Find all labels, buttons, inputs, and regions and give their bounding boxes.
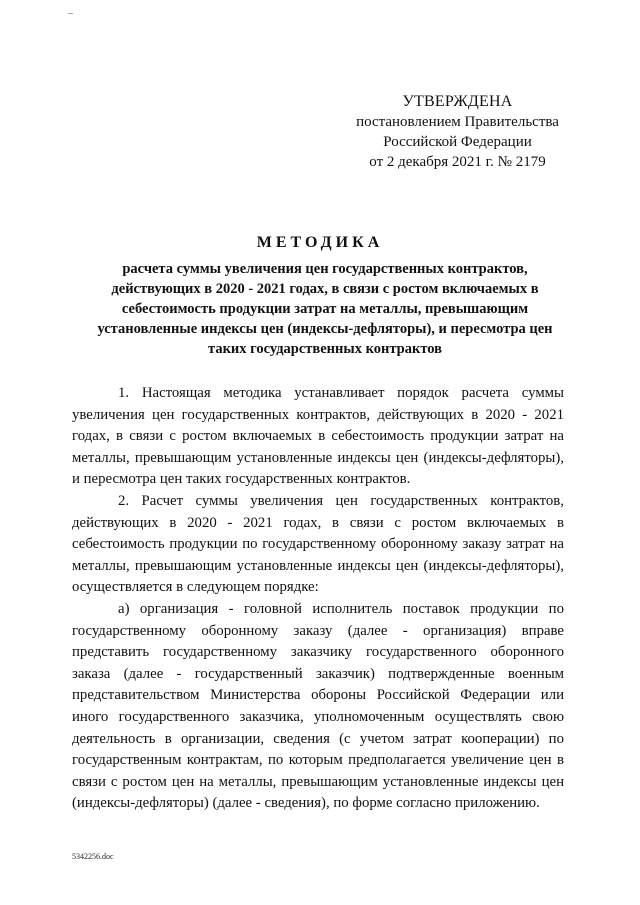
approval-line-1: постановлением Правительства	[356, 114, 559, 130]
paragraph-1: 1. Настоящая методика устанавливает порядок расчета суммы увеличения цен государственных контрактов, действующих в 2020 - 2021 годах, в связи с ростом включаемых в себестоимость продукции затрат на металлы, превышающим установленные индексы цен (индексы-дефляторы), и пересмотра цен таких государственных контрактов.	[72, 385, 564, 488]
approval-heading: УТВЕРЖДЕНА	[402, 93, 513, 110]
document-body	[72, 383, 564, 815]
approval-line-2: Российской Федерации	[383, 134, 532, 150]
approval-block	[340, 92, 575, 172]
approval-line-3: от 2 декабря 2021 г. № 2179	[369, 154, 546, 170]
page-mark: –	[68, 8, 73, 19]
document-title: МЕТОДИКА	[256, 234, 384, 251]
document-subtitle: расчета суммы увеличения цен государственных контрактов, действующих в 2020 - 2021 годах, в связи с ростом включаемых в себестоимость продукции затрат на металлы, превышающим установленные индексы цен (индексы-дефляторы), и пересмотра цен таких государственных контрактов	[97, 261, 553, 357]
paragraph-2a: а) организация - головной исполнитель поставок продукции по государственному оборонному заказу (далее - организация) вправе представить государственному заказчику государственного оборонного заказа (далее - государственный заказчик) подтвержденные военным представительством Министерства обороны Российской Федерации или иного государственного заказчика, уполномоченным осуществлять свою деятельность в организации, сведения (с учетом затрат кооперации) по государственным контрактам, по которым предполагается увеличение цен в связи с ростом цен на металлы, превышающим установленные индексы цен (индексы-дефляторы) (далее - сведения), по форме согласно приложению.	[72, 600, 564, 812]
file-name: 5342256.doc	[72, 852, 114, 861]
paragraph-2: 2. Расчет суммы увеличения цен государственных контрактов, действующих в 2020 - 2021 годах, в связи с ростом включаемых в себестоимость продукции по государственному оборонному заказу затрат на металлы, превышающим установленные индексы цен (индексы-дефляторы), осуществляется в следующем порядке:	[72, 492, 564, 596]
